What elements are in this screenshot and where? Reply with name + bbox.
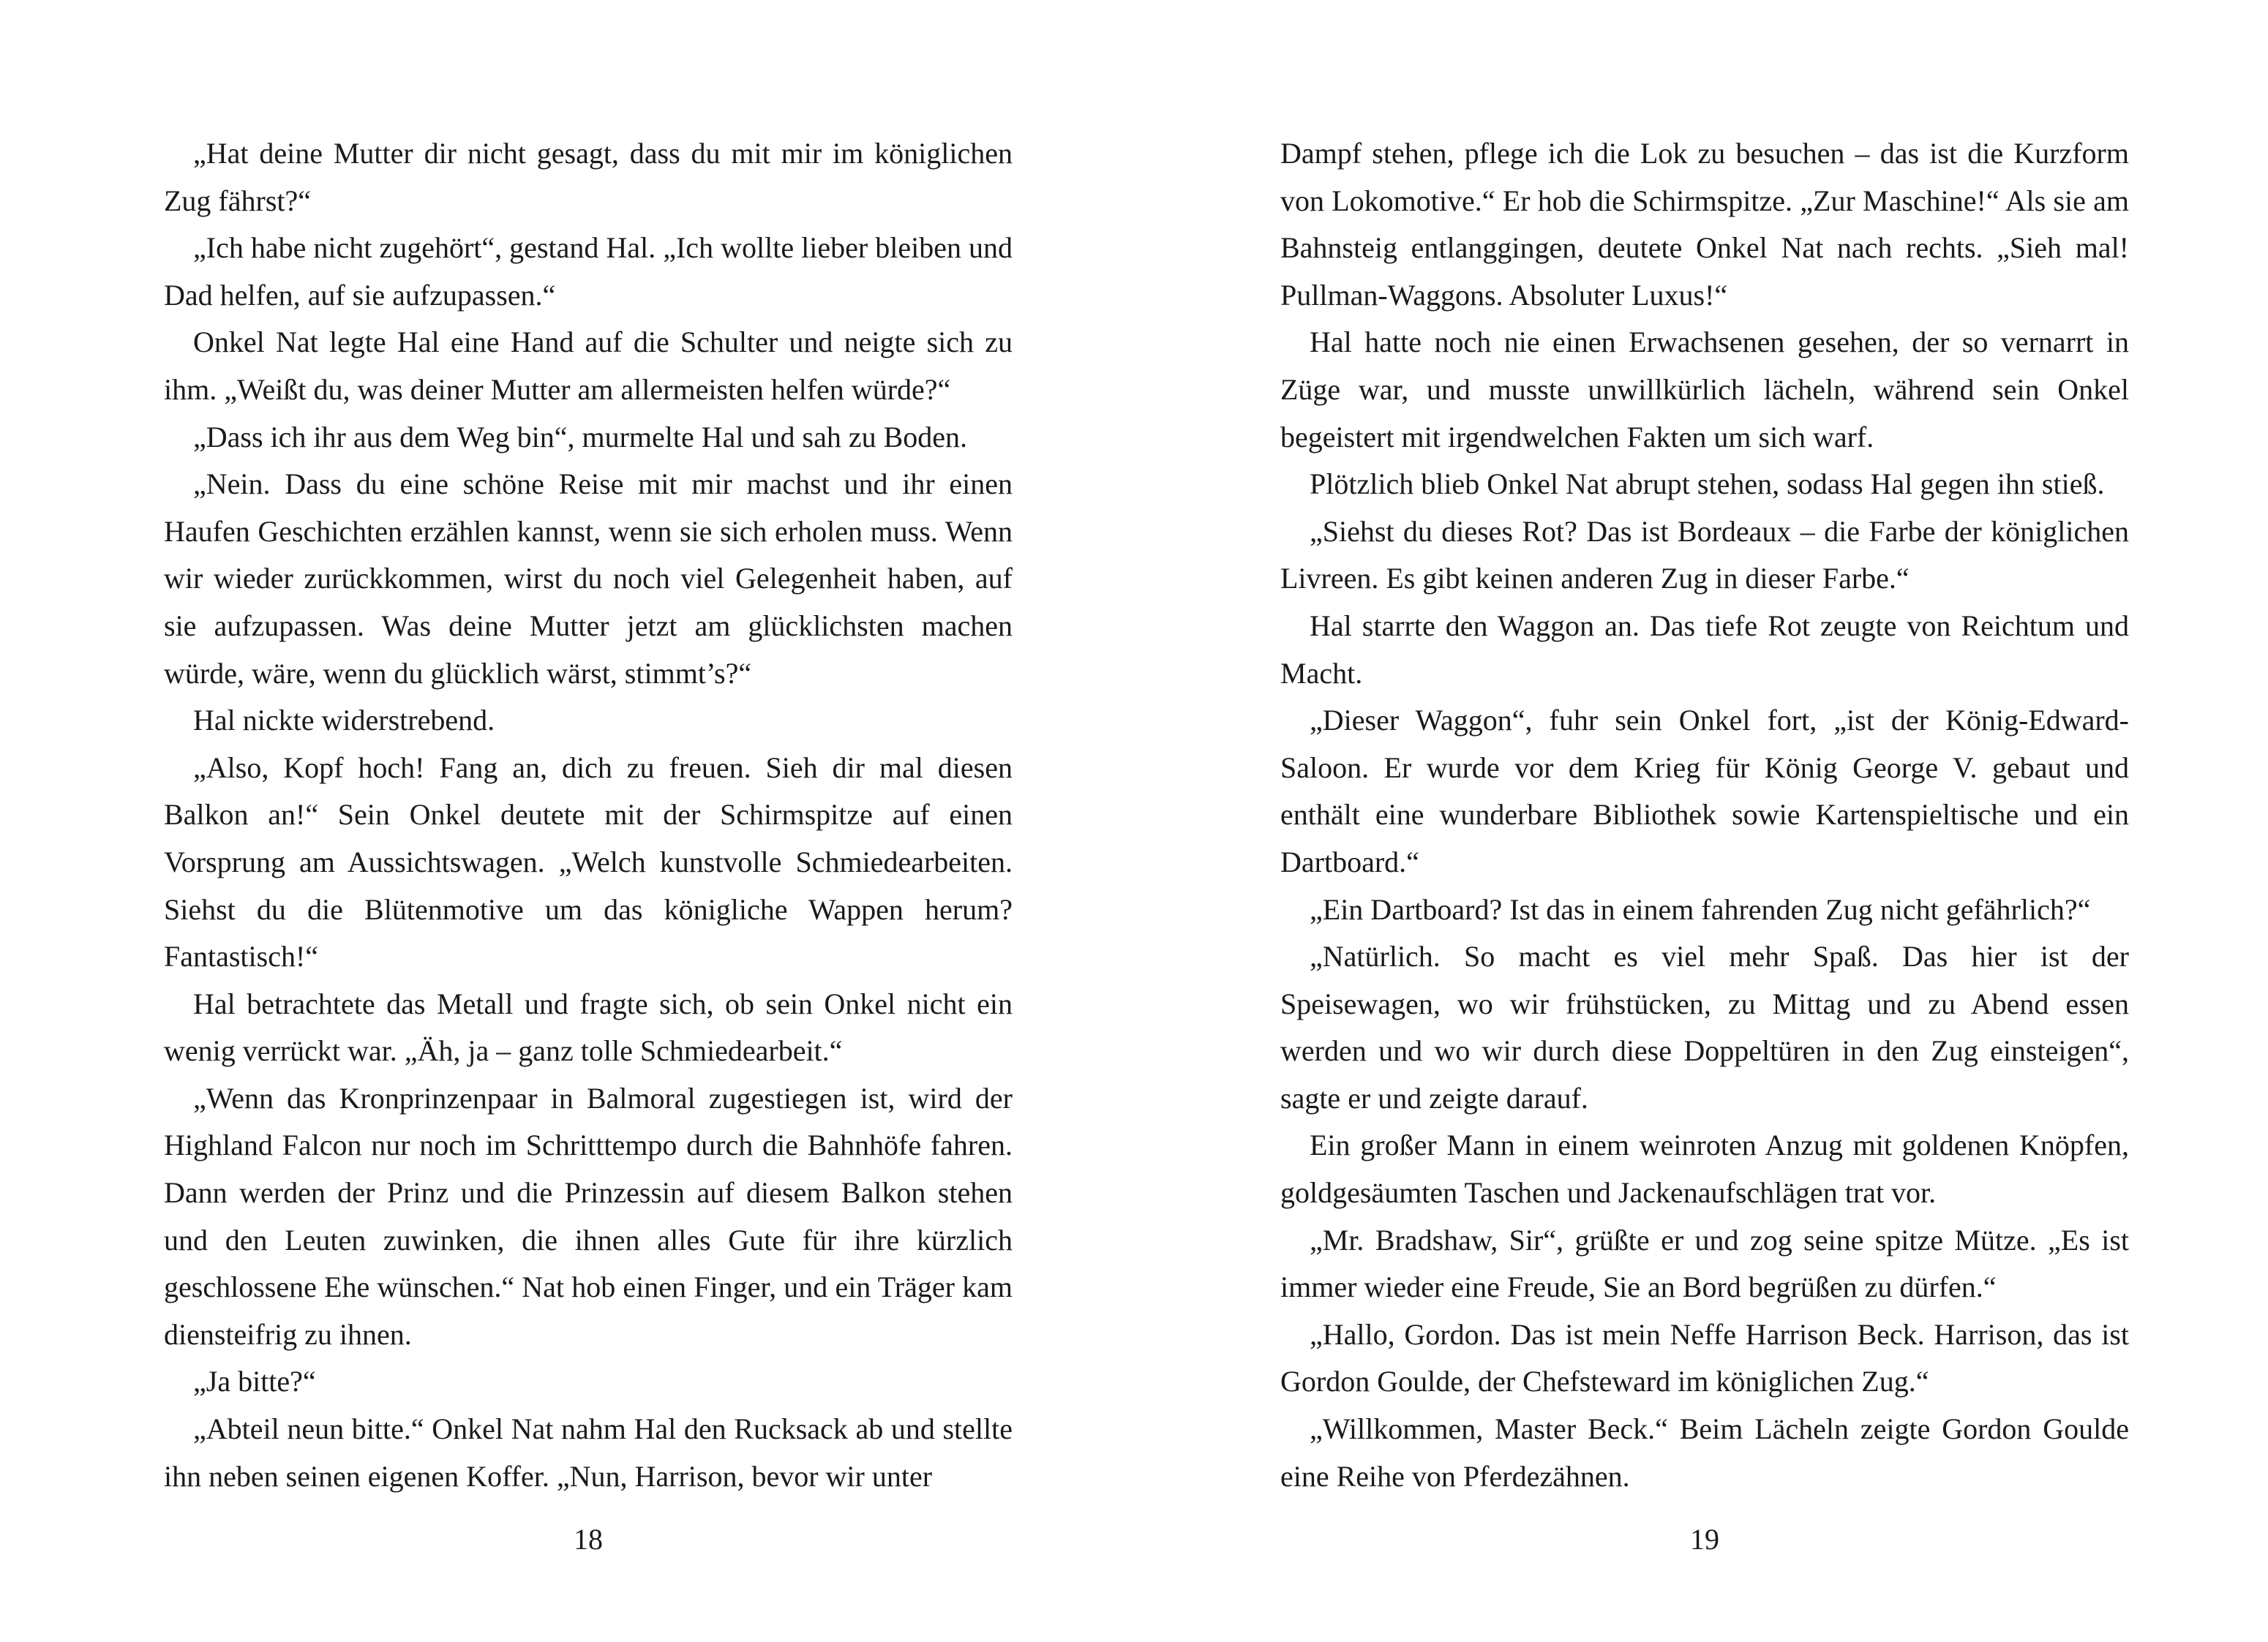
paragraph: „Hat deine Mutter dir nicht gesagt, dass du mit mir im königlichen Zug fährst?“: [164, 137, 1013, 217]
paragraph: Ein großer Mann in einem weinroten Anzug mit goldenen Knöpfen, goldgesäumten Taschen und Jackenaufschlägen trat vor.: [1280, 1129, 2129, 1210]
paragraph: „Ja bitte?“: [193, 1365, 316, 1398]
paragraph: „Dieser Waggon“, fuhr sein Onkel fort, „ist der König-Edward-Saloon. Er wurde vor dem Krieg für König George V. gebaut und enthält eine wunderbare Bibliothek sowie Kartenspieltische und ein Dartboard.“: [1280, 704, 2129, 878]
paragraph: Hal betrachtete das Metall und fragte sich, ob sein Onkel nicht ein wenig verrückt war. „Äh, ja – ganz tolle Schmiedearbeit.“: [164, 987, 1013, 1068]
right-page: [1134, 0, 2268, 1642]
paragraph: Hal nickte widerstrebend.: [193, 704, 495, 737]
paragraph: „Ich habe nicht zugehört“, gestand Hal. „Ich wollte lieber bleiben und Dad helfen, auf sie aufzupassen.“: [164, 231, 1013, 312]
paragraph: „Dass ich ihr aus dem Weg bin“, murmelte Hal und sah zu Boden.: [193, 420, 968, 453]
paragraph: Dampf stehen, pflege ich die Lok zu besuchen – das ist die Kurzform von Lokomotive.“ Er hob die Schirmspitze. „Zur Maschine!“ Als sie am Bahnsteig entlanggingen, deutete Onkel Nat nach rechts. „Sieh mal! Pullman-Waggons. Absoluter Luxus!“: [1280, 137, 2129, 312]
paragraph: Hal starrte den Waggon an. Das tiefe Rot zeugte von Reichtum und Macht.: [1280, 609, 2129, 690]
paragraph: Onkel Nat legte Hal eine Hand auf die Schulter und neigte sich zu ihm. „Weißt du, was deiner Mutter am allermeisten helfen würde?“: [164, 325, 1013, 406]
paragraph: „Natürlich. So macht es viel mehr Spaß. Das hier ist der Speisewagen, wo wir frühstücken, zu Mittag und zu Abend essen werden und wo wir durch diese Doppeltüren in den Zug einsteigen“, sagte er und zeigte darauf.: [1280, 940, 2129, 1115]
paragraph: „Mr. Bradshaw, Sir“, grüßte er und zog seine spitze Mütze. „Es ist immer wieder eine Freude, Sie an Bord begrüßen zu dürfen.“: [1280, 1223, 2129, 1304]
right-page-text: [1280, 130, 2129, 1500]
paragraph: „Also, Kopf hoch! Fang an, dich zu freuen. Sieh dir mal diesen Balkon an!“ Sein Onkel deutete mit der Schirmspitze auf einen Vorsprung am Aussichtswagen. „Welch kunstvolle Schmiedearbeiten. Siehst du die Blütenmotive um das königliche Wappen herum? Fantastisch!“: [164, 750, 1013, 973]
left-page-text: [164, 130, 1013, 1500]
page-number: 19: [1690, 1523, 1719, 1556]
paragraph: Hal hatte noch nie einen Erwachsenen gesehen, der so vernarrt in Züge war, und musste unwillkürlich lächeln, während sein Onkel begeistert mit irgendwelchen Fakten um sich warf.: [1280, 325, 2129, 453]
paragraph: „Abteil neun bitte.“ Onkel Nat nahm Hal den Rucksack ab und stellte ihn neben seinen eigenen Koffer. „Nun, Harrison, bevor wir unter: [164, 1412, 1013, 1493]
paragraph: Plötzlich blieb Onkel Nat abrupt stehen, sodass Hal gegen ihn stieß.: [1310, 467, 2105, 501]
page-number: 18: [574, 1523, 603, 1556]
paragraph: „Willkommen, Master Beck.“ Beim Lächeln zeigte Gordon Goulde eine Reihe von Pferdezähnen.: [1280, 1412, 2129, 1493]
paragraph: „Hallo, Gordon. Das ist mein Neffe Harrison Beck. Harrison, das ist Gordon Goulde, der Chefsteward im königlichen Zug.“: [1280, 1317, 2129, 1398]
paragraph: „Siehst du dieses Rot? Das ist Bordeaux – die Farbe der königlichen Livreen. Es gibt keinen anderen Zug in dieser Farbe.“: [1280, 514, 2129, 595]
paragraph: „Nein. Dass du eine schöne Reise mit mir machst und ihr einen Haufen Geschichten erzählen kannst, wenn sie sich erholen muss. Wenn wir wieder zurückkommen, wirst du noch viel Gelegenheit haben, auf sie aufzupassen. Was deine Mutter jetzt am glücklichsten machen würde, wäre, wenn du glücklich wärst, stimmt’s?“: [164, 467, 1013, 690]
paragraph: „Ein Dartboard? Ist das in einem fahrenden Zug nicht gefährlich?“: [1310, 892, 2091, 926]
paragraph: „Wenn das Kronprinzenpaar in Balmoral zugestiegen ist, wird der Highland Falcon nur noch im Schritttempo durch die Bahnhöfe fahren. Dann werden der Prinz und die Prinzessin auf diesem Balkon stehen und den Leuten zuwinken, die ihnen alles Gute für ihre kürzlich geschlossene Ehe wünschen.“ Nat hob einen Finger, und ein Träger kam diensteifrig zu ihnen.: [164, 1081, 1013, 1351]
